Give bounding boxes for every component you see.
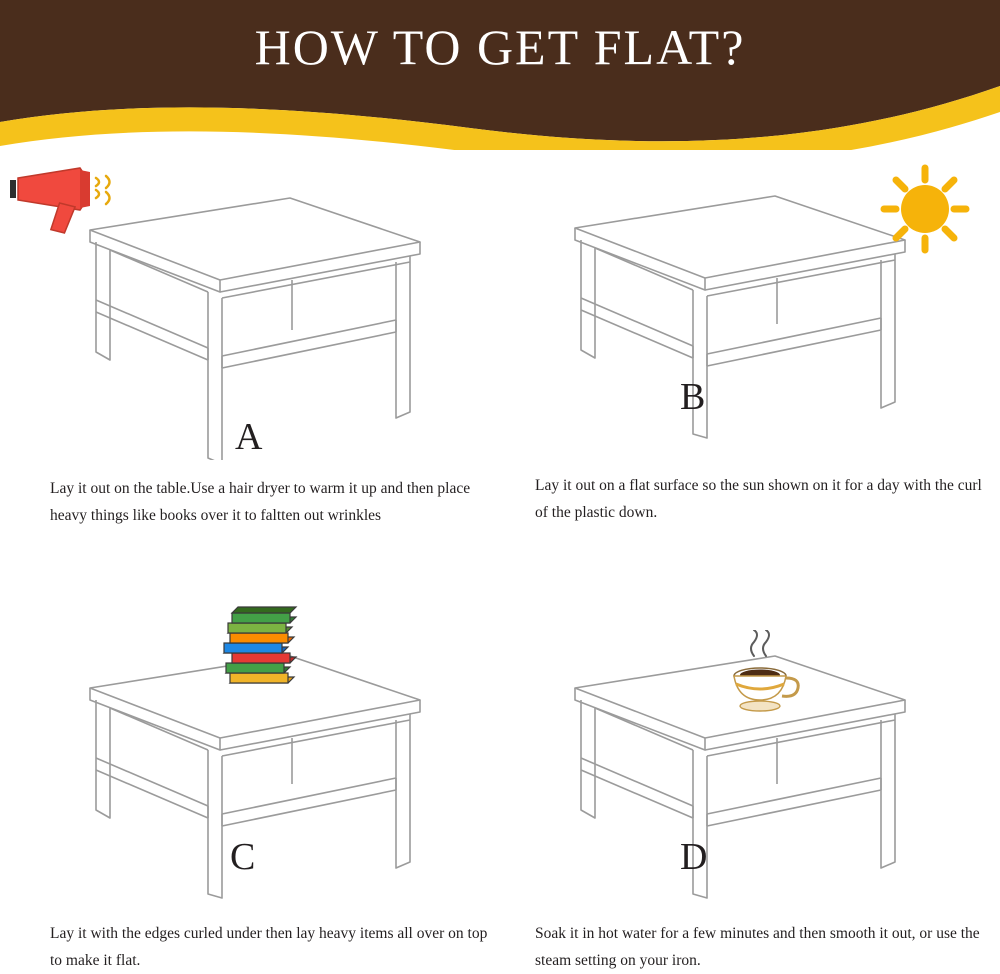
hair-dryer-icon: [10, 160, 140, 240]
panel-letter-d: D: [680, 836, 708, 878]
coffee-cup-icon: [710, 630, 820, 720]
panel-b: [515, 160, 980, 550]
panel-letter-a: A: [235, 416, 263, 458]
panel-caption-b: Lay it out on a flat surface so the sun shown on it for a day with the curl of the plastic down.: [535, 477, 982, 521]
panel-letter-b: B: [680, 376, 706, 418]
page-title: HOW TO GET FLAT?: [254, 19, 746, 75]
panel-d: [515, 580, 980, 970]
panel-c: [30, 580, 490, 970]
panel-a: [30, 160, 490, 550]
panel-caption-a: Lay it out on the table.Use a hair dryer to warm it up and then place heavy things like books over it to faltten out wrinkles: [50, 480, 471, 524]
panel-letter-c: C: [230, 836, 256, 878]
stack-of-books-icon: [210, 595, 320, 705]
header-banner: [0, 0, 1000, 150]
panel-caption-d: Soak it in hot water for a few minutes and then smooth it out, or use the steam setting on your iron.: [535, 925, 980, 969]
sun-icon: [870, 154, 980, 264]
panel-caption-c: Lay it with the edges curled under then lay heavy items all over on top to make it flat.: [50, 925, 488, 969]
